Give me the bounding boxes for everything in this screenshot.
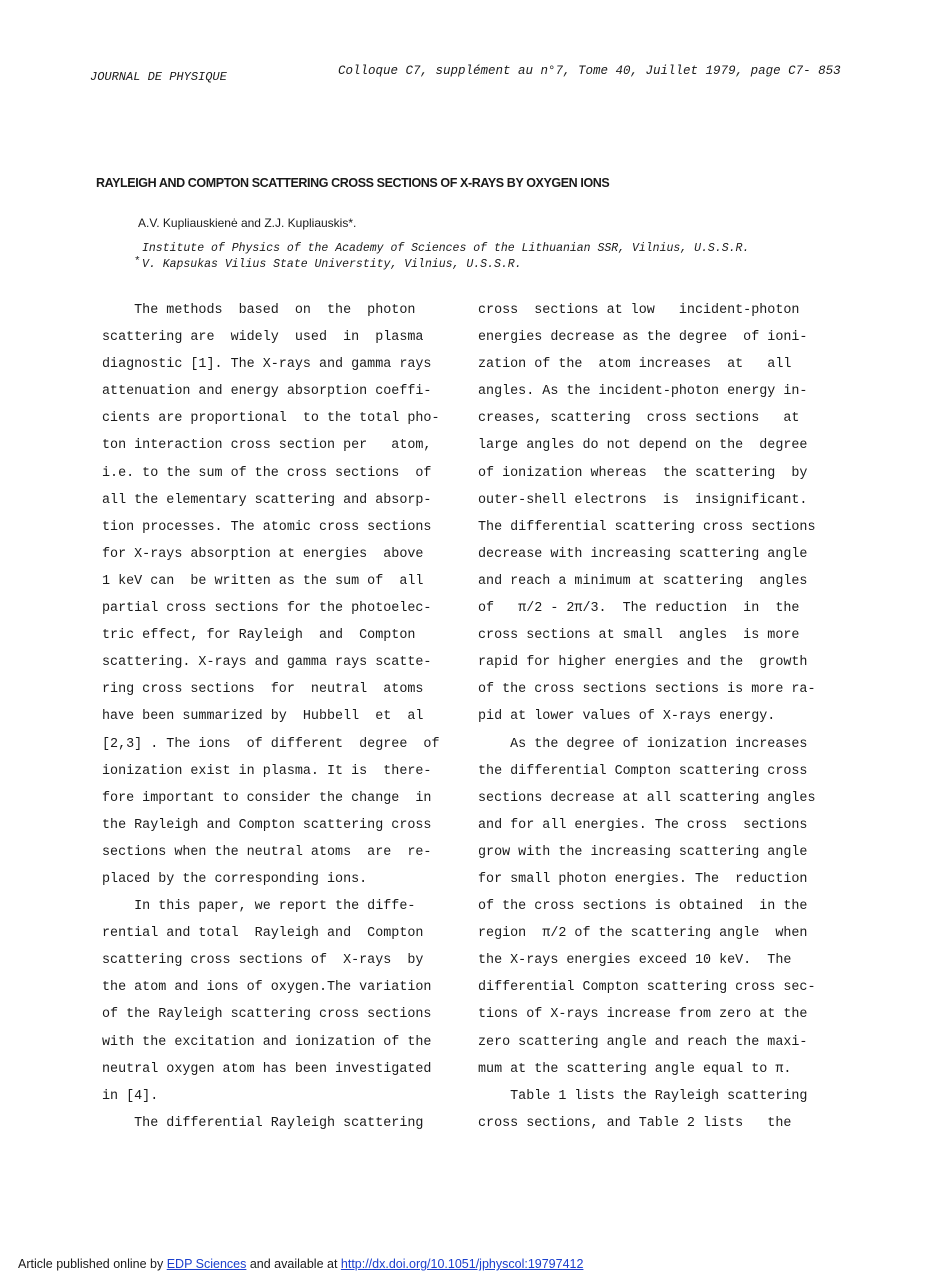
body-line: the Rayleigh and Compton scattering cross	[102, 817, 432, 833]
body-line: As the degree of ionization increases	[478, 736, 808, 752]
body-line: of the Rayleigh scattering cross sections	[102, 1007, 432, 1023]
body-line: and reach a minimum at scattering angles	[478, 573, 808, 589]
body-line: 1 keV can be written as the sum of all	[102, 573, 424, 589]
article-title: RAYLEIGH AND COMPTON SCATTERING CROSS SECTIONS OF X-RAYS BY OXYGEN IONS	[96, 176, 610, 190]
body-line: the atom and ions of oxygen.The variation	[102, 980, 432, 996]
body-line: region π/2 of the scattering angle when	[478, 926, 808, 942]
body-line: rapid for higher energies and the growth	[478, 655, 808, 671]
body-line: fore important to consider the change in	[102, 790, 432, 806]
body-line: the differential Compton scattering cross	[478, 763, 808, 779]
body-line: The differential scattering cross sections	[478, 519, 816, 535]
body-line: of π/2 - 2π/3. The reduction in the	[478, 601, 800, 617]
body-line: in [4].	[102, 1088, 159, 1104]
body-line: pid at lower values of X-rays energy.	[478, 709, 776, 725]
footer-middle: and available at	[246, 1257, 341, 1271]
body-line: energies decrease as the degree of ioni-	[478, 330, 808, 346]
body-line: ring cross sections for neutral atoms	[102, 682, 424, 698]
affiliation-marker: *	[134, 256, 141, 268]
body-line: The methods based on the photon	[102, 303, 416, 318]
doi-link[interactable]: http://dx.doi.org/10.1051/jphyscol:19797412	[340, 1257, 584, 1271]
body-line: tions of X-rays increase from zero at the	[478, 1007, 808, 1023]
body-line: diagnostic [1]. The X-rays and gamma rays	[102, 357, 432, 373]
body-line: cients are proportional to the total pho-	[102, 411, 440, 427]
body-line: partial cross sections for the photoelec-	[102, 601, 432, 617]
publisher-link[interactable]: EDP Sciences	[166, 1257, 247, 1271]
issue-info: Colloque C7, supplément au n°7, Tome 40, Juillet 1979, page C7- 853	[338, 64, 841, 78]
affiliation-1: Institute of Physics of the Academy of Sciences of the Lithuanian SSR, Vilnius, U.S.S.R.	[142, 242, 750, 255]
body-line: sections decrease at all scattering angles	[478, 790, 816, 806]
body-line: placed by the corresponding ions.	[102, 871, 368, 887]
authors: A.V. Kupliauskienė and Z.J. Kupliauskis*.	[138, 216, 357, 230]
body-line: ton interaction cross section per atom,	[102, 438, 432, 454]
body-line: for small photon energies. The reduction	[478, 871, 808, 887]
footer-prefix: Article published online by	[18, 1257, 167, 1271]
body-line: with the excitation and ionization of the	[102, 1034, 432, 1050]
body-line: neutral oxygen atom has been investigated	[102, 1061, 432, 1077]
footer	[18, 1257, 583, 1271]
body-line: grow with the increasing scattering angle	[478, 844, 808, 860]
body-line: of the cross sections is obtained in the	[478, 899, 808, 915]
body-line: differential Compton scattering cross sec-	[478, 980, 816, 996]
body-line: and for all energies. The cross sections	[478, 817, 808, 833]
body-line: large angles do not depend on the degree	[478, 438, 808, 454]
body-line: zation of the atom increases at all	[478, 357, 792, 373]
body-line: tion processes. The atomic cross sections	[102, 519, 432, 535]
body-line: zero scattering angle and reach the maxi-	[478, 1034, 808, 1050]
body-line: for X-rays absorption at energies above	[102, 546, 424, 562]
body-line: i.e. to the sum of the cross sections of	[102, 465, 432, 481]
body-line: have been summarized by Hubbell et al	[102, 709, 424, 725]
body-line: decrease with increasing scattering angle	[478, 546, 808, 562]
body-line: cross sections, and Table 2 lists the	[478, 1115, 792, 1131]
body-line: scattering cross sections of X-rays by	[102, 953, 424, 969]
body-line: tric effect, for Rayleigh and Compton	[102, 628, 416, 644]
body-line: rential and total Rayleigh and Compton	[102, 926, 424, 942]
journal-name: JOURNAL DE PHYSIQUE	[90, 70, 227, 84]
body-line: outer-shell electrons is insignificant.	[478, 492, 808, 508]
body-line: sections when the neutral atoms are re-	[102, 844, 432, 860]
body-line: Table 1 lists the Rayleigh scattering	[478, 1088, 808, 1104]
body-line: angles. As the incident-photon energy in-	[478, 384, 808, 400]
body-line: scattering. X-rays and gamma rays scatte-	[102, 655, 432, 671]
body-column-right	[478, 297, 816, 1137]
body-line: The differential Rayleigh scattering	[102, 1115, 424, 1131]
body-line: attenuation and energy absorption coeffi-	[102, 384, 432, 400]
affiliation-2: V. Kapsukas Vilius State Universtity, Vilnius, U.S.S.R.	[142, 258, 522, 271]
body-line: all the elementary scattering and absorp-	[102, 492, 432, 508]
body-column-left	[102, 297, 440, 1137]
body-line: the X-rays energies exceed 10 keV. The	[478, 953, 792, 969]
body-line: In this paper, we report the diffe-	[102, 899, 416, 915]
body-line: scattering are widely used in plasma	[102, 330, 424, 346]
body-line: of ionization whereas the scattering by	[478, 465, 808, 481]
body-line: ionization exist in plasma. It is there-	[102, 763, 432, 779]
body-line: [2,3] . The ions of different degree of	[102, 736, 440, 752]
body-line: cross sections at small angles is more	[478, 628, 800, 644]
body-line: cross sections at low incident-photon	[478, 303, 800, 318]
body-line: mum at the scattering angle equal to π.	[478, 1061, 792, 1077]
body-line: creases, scattering cross sections at	[478, 411, 800, 427]
body-line: of the cross sections sections is more ra-	[478, 682, 816, 698]
